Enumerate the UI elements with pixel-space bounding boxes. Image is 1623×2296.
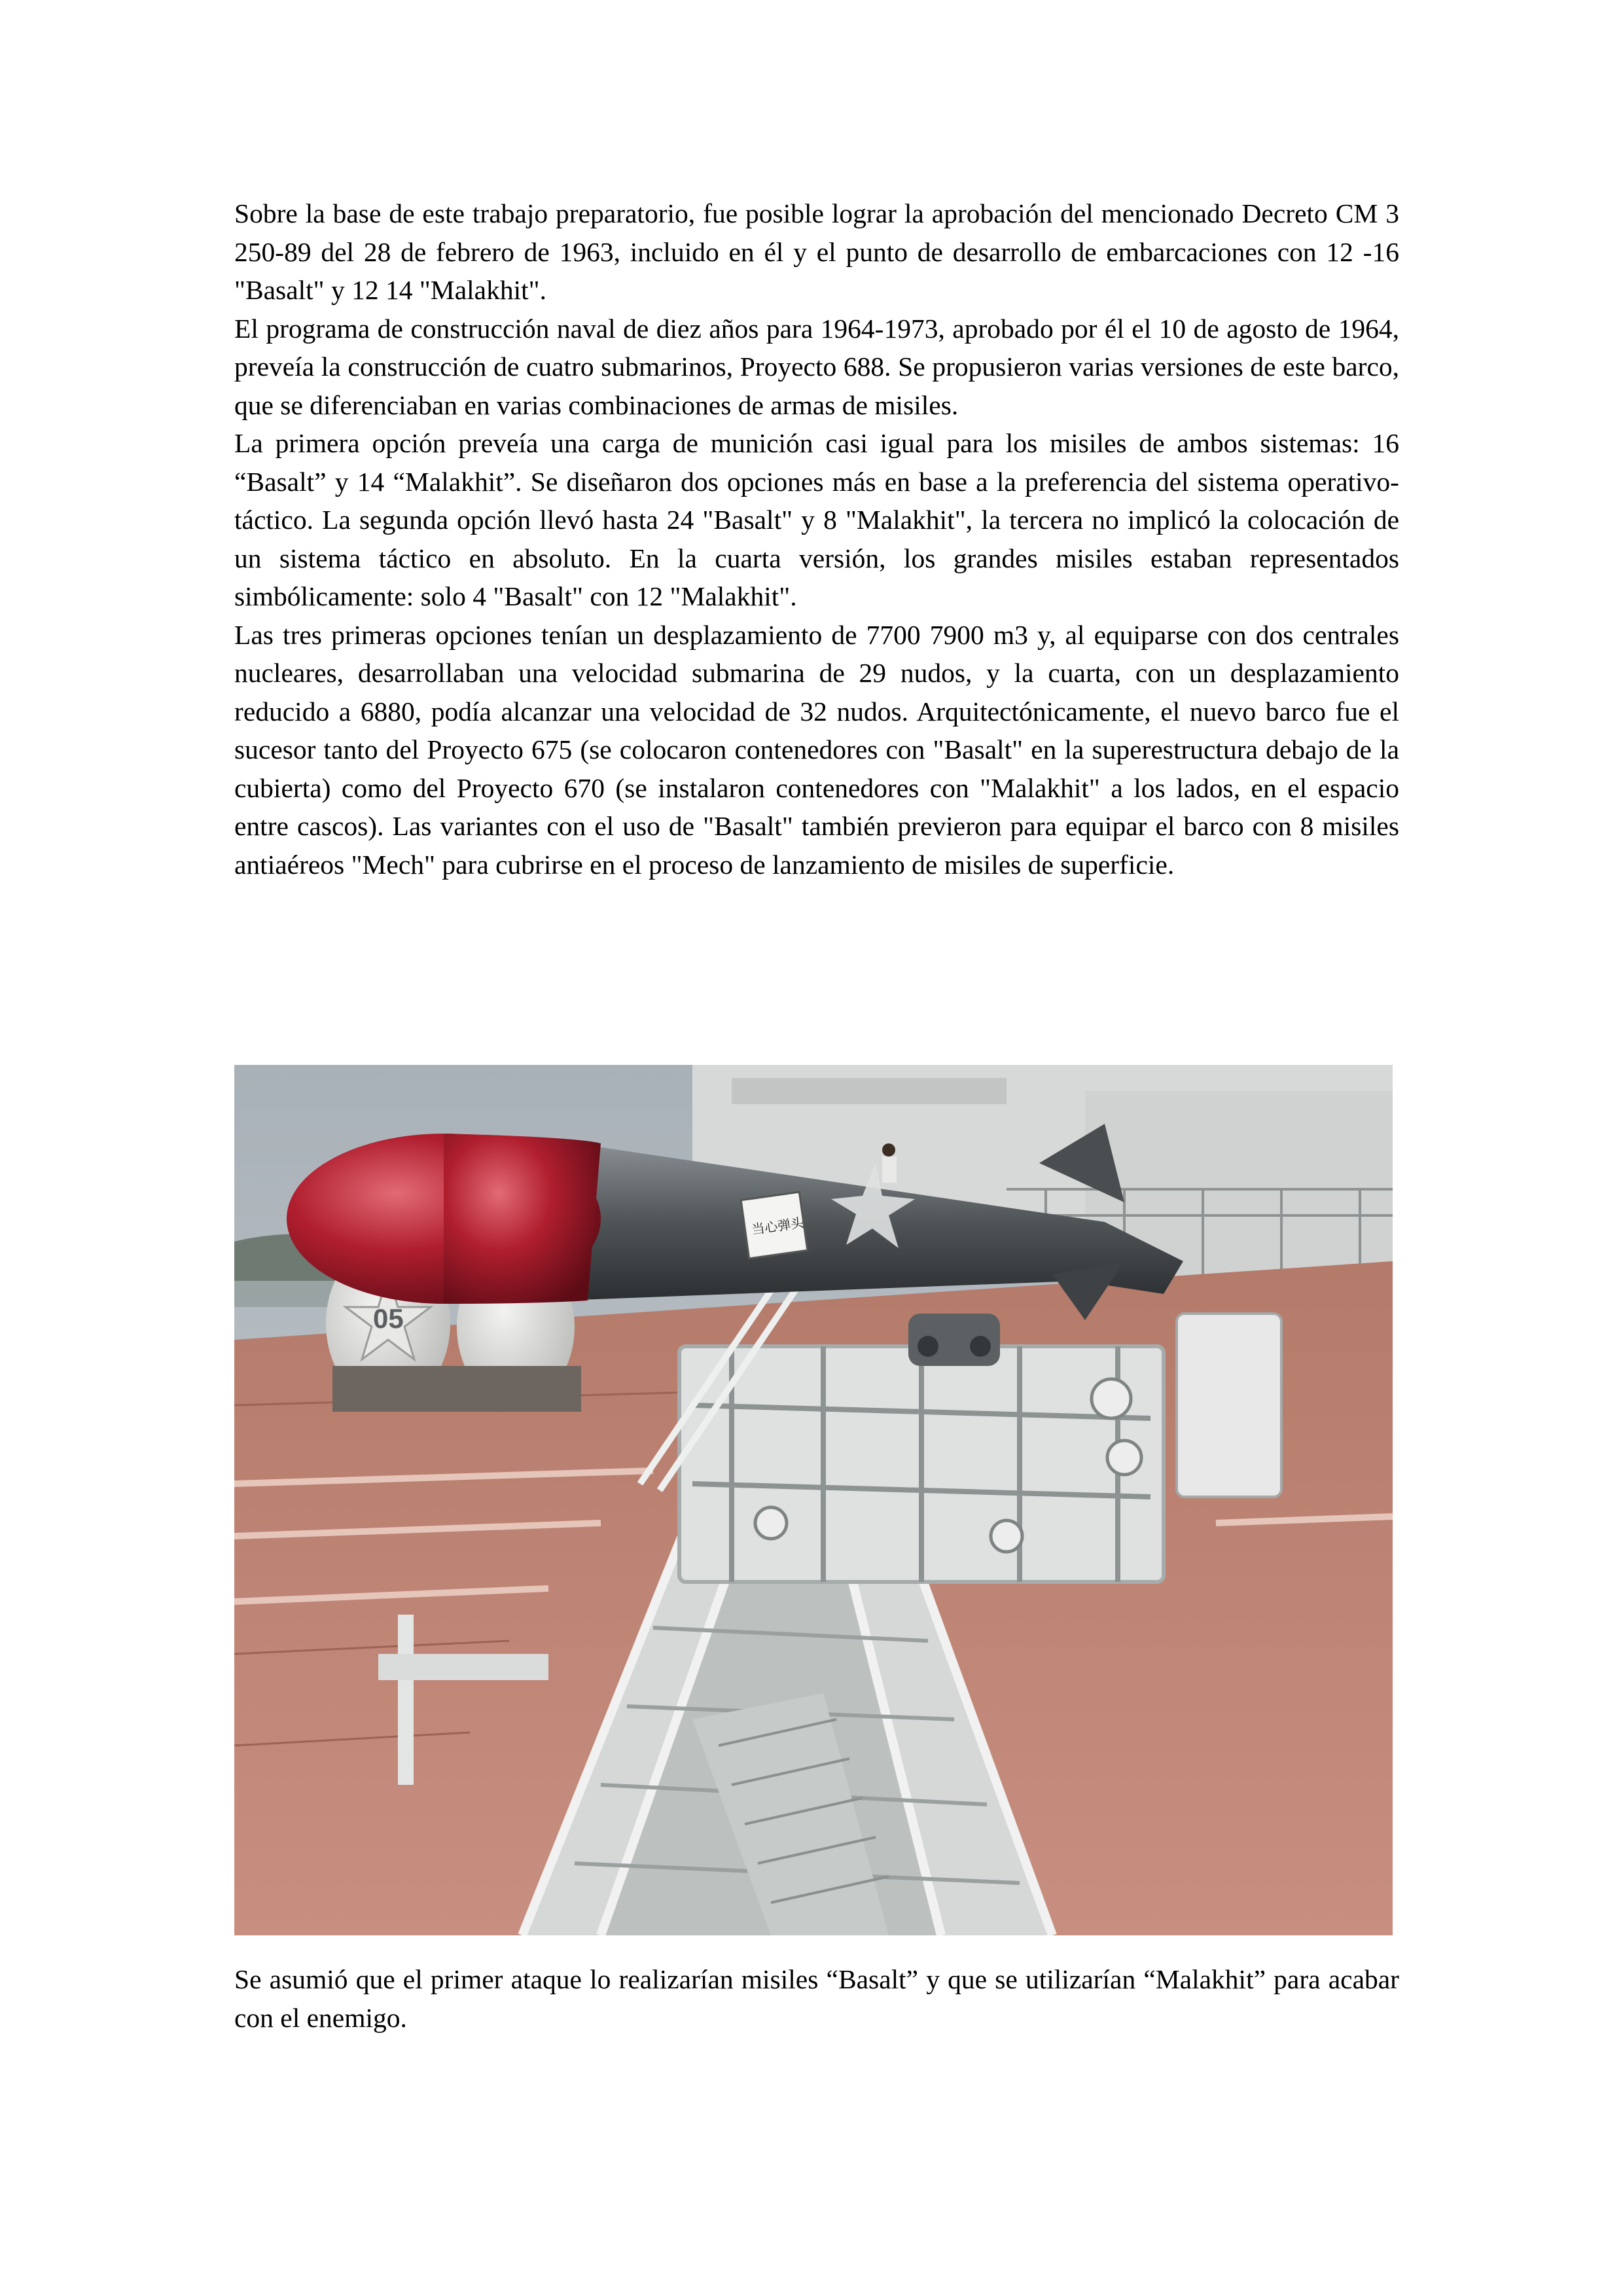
closing-text bbox=[234, 1960, 1399, 2037]
missile-marking: 当心弹头 bbox=[750, 1214, 805, 1238]
paragraph-2: El programa de construcción naval de diez años para 1964-1973, aprobado por él el 10 de agosto de 1964, preveía la construcción de cuatro submarinos, Proyecto 688. Se propusieron varias versiones de este barco, que se diferenciaban en varias combinaciones de armas de misiles. bbox=[234, 313, 1399, 420]
paragraph-3: La primera opción preveía una carga de munición casi igual para los misiles de ambos sistemas: 16 “Basalt” y 14 “Malakhit”. Se diseñaron dos opciones más en base a la preferencia del sistema operativo-táctico. La segunda opción llevó hasta 24 "Basalt" y 8 "Malakhit", la tercera no implicó la colocación de un sistema táctico en absoluto. En la cuarta versión, los grandes misiles estaban representados simbólicamente: solo 4 "Basalt" con 12 "Malakhit". bbox=[234, 428, 1399, 611]
paragraph-1: Sobre la base de este trabajo preparatorio, fue posible lograr la aprobación del mencionado Decreto CM 3 250-89 del 28 de febrero de 1963, incluido en él y el punto de desarrollo de embarcaciones con 12 -16 "Basalt" y 12 14 "Malakhit". bbox=[234, 198, 1399, 305]
closing-paragraph: Se asumió que el primer ataque lo realizarían misiles “Basalt” y que se utilizarían “Malakhit” para acabar con el enemigo. bbox=[234, 1964, 1399, 2033]
person bbox=[882, 1143, 897, 1183]
paragraph-4: Las tres primeras opciones tenían un desplazamiento de 7700 7900 m3 y, al equiparse con dos centrales nucleares, desarrollaban una velocidad submarina de 29 nudos, y la cuarta, con un desplazamiento reducido a 6880, podía alcanzar una velocidad de 32 nudos. Arquitectónicamente, el nuevo barco fue el sucesor tanto del Proyecto 675 (se colocaron contenedores con "Basalt" en la superestructura debajo de la cubierta) como del Proyecto 670 (se instalaron contenedores con "Malakhit" a los lados, en el espacio entre cascos). Las variantes con el uso de "Basalt" también previeron para equipar el barco con 8 misiles antiaéreos "Mech" para cubrirse en el proceso de lanzamiento de misiles de superficie. bbox=[234, 619, 1399, 880]
body-text bbox=[234, 194, 1399, 884]
missile-launcher-photo bbox=[234, 1065, 1393, 1935]
container-label: 05 bbox=[373, 1303, 404, 1334]
